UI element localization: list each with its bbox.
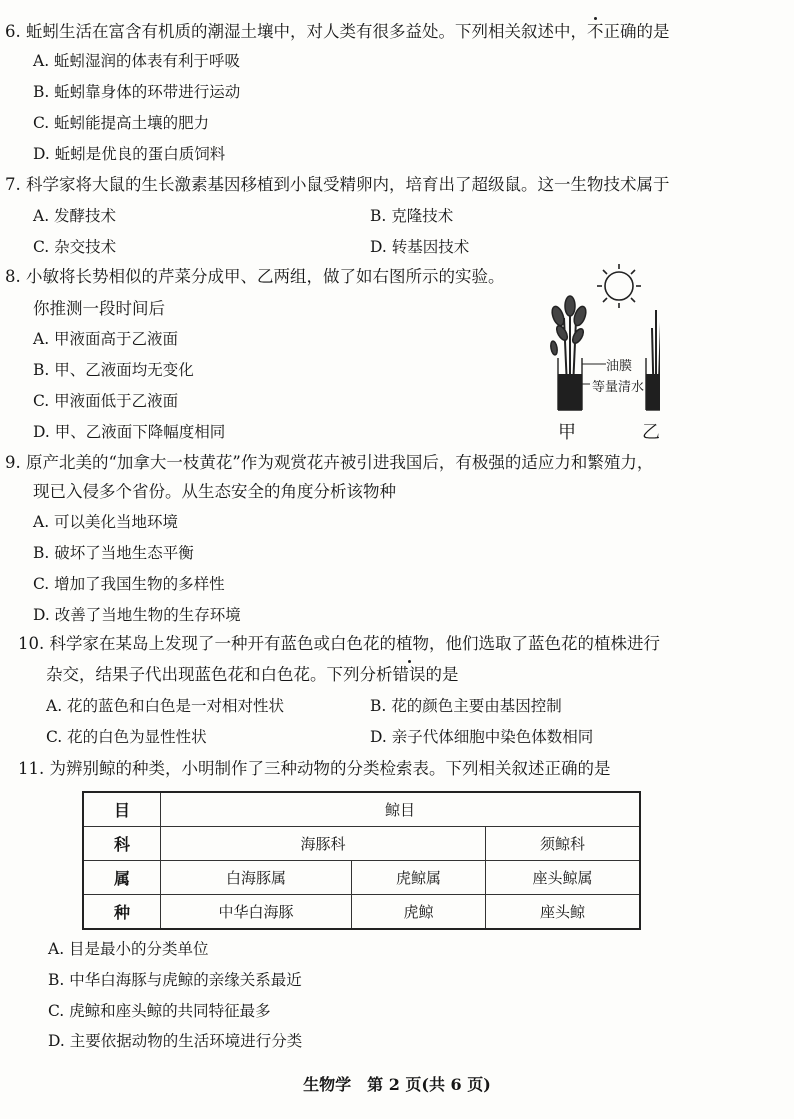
option-b: B. 甲、乙液面均无变化	[33, 361, 194, 379]
question-7-stem: 7. 科学家将大鼠的生长激素基因移植到小鼠受精卵内，培育出了超级鼠。这一生物技术属于	[5, 175, 670, 194]
table-cell: 种	[83, 895, 161, 930]
table-row	[83, 792, 640, 827]
question-10-stem-line-2: 杂交，结果子代出现蓝色花和白色花。下列分析错误的是	[46, 665, 459, 684]
table-cell: 海豚科	[161, 827, 486, 861]
table-cell: 座头鲸	[486, 895, 641, 930]
question-9-stem-line-1: 9. 原产北美的“加拿大一枝黄花”作为观赏花卉被引进我国后，有极强的适应力和繁殖力，	[5, 453, 654, 472]
caption-yi: 乙	[642, 422, 660, 443]
emphasis-dot-mark: 不	[587, 22, 604, 41]
table-row	[83, 895, 640, 930]
option-c: C. 蚯蚓能提高土壤的肥力	[33, 114, 210, 132]
table-row	[83, 861, 640, 895]
option-c: C. 杂交技术	[33, 238, 117, 256]
option-b: B. 花的颜色主要由基因控制	[370, 697, 562, 715]
option-a: A. 甲液面高于乙液面	[33, 330, 179, 348]
table-cell: 白海豚属	[161, 861, 352, 895]
option-c: C. 增加了我国生物的多样性	[33, 575, 225, 593]
question-9-stem-line-2: 现已入侵多个省份。从生态安全的角度分析该物种	[33, 482, 396, 501]
question-11-stem: 11. 为辨别鲸的种类，小明制作了三种动物的分类检索表。下列相关叙述正确的是	[18, 759, 611, 778]
classification-table	[82, 791, 641, 930]
option-a: A. 目是最小的分类单位	[48, 940, 209, 958]
table-cell: 目	[83, 792, 161, 827]
option-b: B. 中华白海豚与虎鲸的亲缘关系最近	[48, 971, 302, 989]
option-b: B. 克隆技术	[370, 207, 454, 225]
option-b: B. 蚯蚓靠身体的环带进行运动	[33, 83, 241, 101]
option-c: C. 花的白色为显性性状	[46, 728, 207, 746]
page-footer: 生物学 第 2 页(共 6 页)	[303, 1075, 491, 1094]
table-cell: 中华白海豚	[161, 895, 352, 930]
option-d: D. 蚯蚓是优良的蛋白质饲料	[33, 145, 226, 163]
table-cell: 座头鲸属	[486, 861, 641, 895]
option-d: D. 亲子代体细胞中染色体数相同	[370, 728, 594, 746]
table-row	[83, 827, 640, 861]
question-8-stem-line-1: 8. 小敏将长势相似的芹菜分成甲、乙两组，做了如右图所示的实验。	[5, 267, 505, 286]
sun-icon	[597, 264, 641, 308]
question-10-stem-line-1: 10. 科学家在某岛上发现了一种开有蓝色或白色花的植物，他们选取了蓝色花的植株进行	[18, 634, 660, 653]
option-a: A. 发酵技术	[33, 207, 117, 225]
table-cell: 须鲸科	[486, 827, 641, 861]
caption-jia: 甲	[558, 422, 576, 443]
question-6-stem: 6. 蚯蚓生活在富含有机质的潮湿土壤中，对人类有很多益处。下列相关叙述中，不正确的是	[5, 22, 670, 41]
table-cell: 科	[83, 827, 161, 861]
option-d: D. 甲、乙液面下降幅度相同	[33, 423, 226, 441]
table-cell: 虎鲸属	[352, 861, 486, 895]
table-cell: 鲸目	[161, 792, 641, 827]
option-d: D. 转基因技术	[370, 238, 470, 256]
oil-film-label: 油膜	[606, 359, 633, 374]
option-a: A. 可以美化当地环境	[33, 513, 179, 531]
equal-water-label: 等量清水	[592, 380, 645, 395]
option-a: A. 蚯蚓湿润的体表有利于呼吸	[33, 52, 241, 70]
option-c: C. 甲液面低于乙液面	[33, 392, 179, 410]
option-b: B. 破坏了当地生态平衡	[33, 544, 194, 562]
table-cell: 属	[83, 861, 161, 895]
question-8-stem-line-2: 你推测一段时间后	[33, 299, 165, 318]
option-d: D. 主要依据动物的生活环境进行分类	[48, 1032, 303, 1050]
option-a: A. 花的蓝色和白色是一对相对性状	[46, 697, 285, 715]
option-d: D. 改善了当地生物的生存环境	[33, 606, 241, 624]
emphasis-dot-mark: 错误	[392, 665, 426, 684]
celery-experiment-figure	[540, 258, 660, 448]
option-c: C. 虎鲸和座头鲸的共同特征最多	[48, 1002, 271, 1020]
table-cell: 虎鲸	[352, 895, 486, 930]
